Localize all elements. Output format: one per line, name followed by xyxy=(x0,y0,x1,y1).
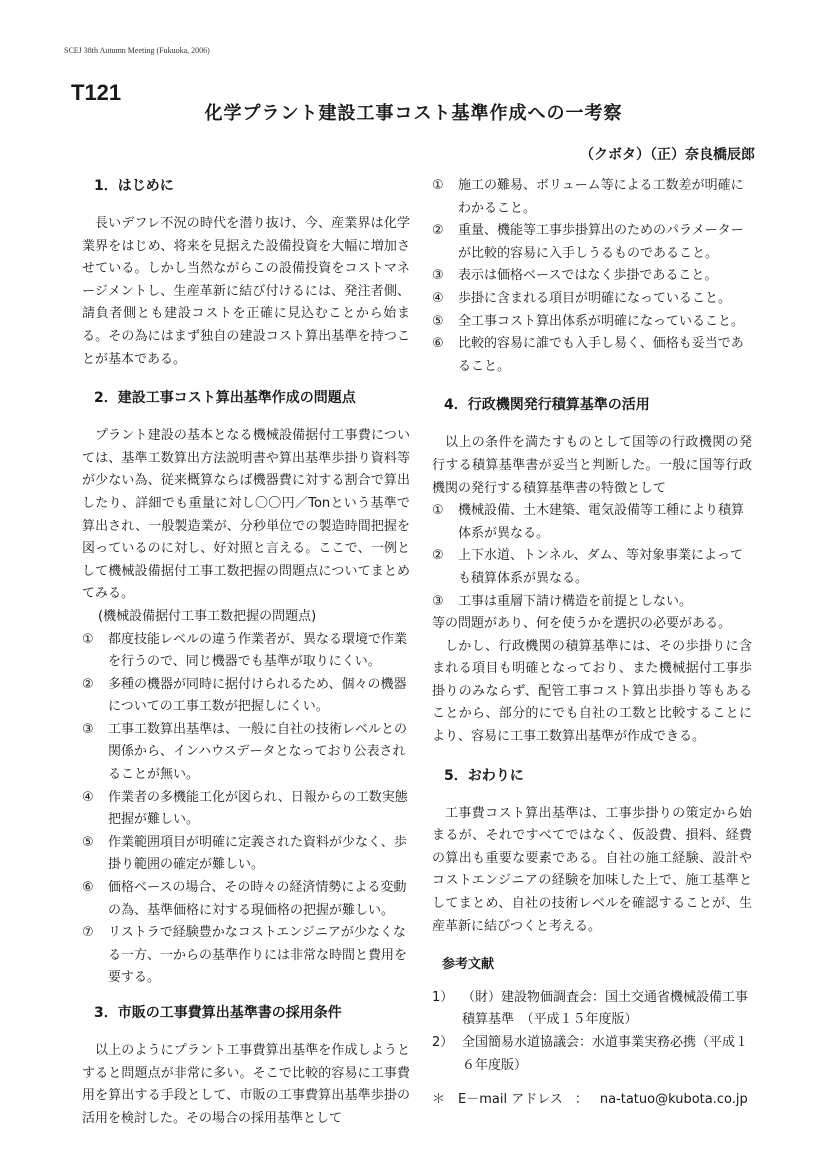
item-text: 作業者の多機能工化が図られ、日報からの工数実態把握が難しい。 xyxy=(108,789,408,828)
references-list xyxy=(432,987,752,1077)
list-item xyxy=(82,674,410,719)
item-text: 工事は重層下請け構造を前提としない。 xyxy=(458,593,693,609)
item-number: ④ xyxy=(82,789,94,805)
item-number: ⑥ xyxy=(432,336,444,352)
paper-title: 化学プラント建設工事コスト基準作成への一考察 xyxy=(204,103,623,124)
reference-item xyxy=(432,1032,752,1077)
item-number: ③ xyxy=(432,593,444,609)
item-number: ① xyxy=(82,631,94,647)
feature-list xyxy=(432,500,752,613)
list-item xyxy=(432,220,752,265)
item-number: ⑥ xyxy=(82,880,94,896)
list-item xyxy=(82,832,410,877)
item-text: 作業範囲項目が明確に定義された資料が少なく、歩掛り範囲の確定が難しい。 xyxy=(108,834,407,873)
item-text: 歩掛に含まれる項目が明確になっていること。 xyxy=(458,290,732,306)
item-number: ④ xyxy=(432,290,444,306)
item-text: 全工事コスト算出体系が明確になっていること。 xyxy=(458,313,745,329)
item-text: 比較的容易に誰でも入手し易く、価格も妥当であること。 xyxy=(458,336,744,374)
meeting-header: SCEJ 38th Autumn Meeting (Fukuoka, 2006) xyxy=(64,46,210,55)
reference-item xyxy=(432,987,752,1032)
asterisk-mark: ＊ xyxy=(432,1092,446,1108)
item-text: 多種の機器が同時に据付けられるため、個々の機器についての工事工数が把握しにくい。 xyxy=(108,676,407,715)
list-item xyxy=(432,591,752,614)
email-label: E－mail アドレス xyxy=(458,1092,563,1108)
section-5-heading: 5．おわりに xyxy=(444,767,524,784)
section-4-body: 以上の条件を満たすものとして国等の行政機関の発行する積算基準書が妥当と判断した。一般に国等行政機関の発行する積算基準書の特徴として xyxy=(432,435,752,496)
author-line: （クボタ）（正）奈良橋辰郎 xyxy=(580,147,755,163)
section-4-note: 等の問題があり、何を使うかを選択の必要がある。 xyxy=(432,616,732,632)
left-column xyxy=(82,175,410,1130)
list-item xyxy=(82,719,410,787)
adoption-criteria-list xyxy=(432,175,752,378)
reference-number: 1） xyxy=(432,989,454,1005)
reference-text: （財）建設物価調査会：国土交通省機械設備工事積算基準 （平成１５年度版） xyxy=(462,989,749,1028)
list-item xyxy=(82,787,410,832)
email-line xyxy=(432,1089,752,1112)
section-2-subheading: (機械設備据付工事工数把握の問題点) xyxy=(98,608,317,624)
item-number: ⑤ xyxy=(432,313,444,329)
section-4-body-2: しかし、行政機関の積算基準には、その歩掛りに含まれる項目も明確となっており、また機械据付工事歩掛りのみならず、配管工事コスト算出歩掛り等もあることから、部分的にでも自社の工数と比較することにより、容易に工事工数算出基準が作成できる。 xyxy=(432,638,752,745)
list-item xyxy=(432,175,752,220)
item-text: 都度技能レベルの違う作業者が、異なる環境で作業を行うので、同じ機器でも基準が取りにくい。 xyxy=(108,631,408,670)
item-text: 上下水道、トンネル、ダム、等対象事業によっても積算体系が異なる。 xyxy=(458,548,743,586)
abstract-code: T121 xyxy=(71,80,122,105)
item-number: ⑦ xyxy=(82,925,94,941)
reference-text: 全国簡易水道協議会：水道事業実務必携（平成１６年度版） xyxy=(462,1035,749,1073)
item-text: 価格ベースの場合、その時々の経済情勢による変動の為、基準価格に対する現価格の把握が難しい。 xyxy=(108,880,407,918)
item-number: ② xyxy=(432,223,444,239)
item-text: 表示は価格ベースではなく歩掛であること。 xyxy=(458,268,718,284)
item-number: ① xyxy=(432,503,444,519)
list-item xyxy=(432,265,752,288)
item-text: 施工の難易、ボリューム等による工数差が明確にわかること。 xyxy=(458,178,744,216)
list-item xyxy=(82,922,410,990)
list-item xyxy=(432,545,752,590)
section-1-body: 長いデフレ不況の時代を潜り抜け、今、産業界は化学業界をはじめ、将来を見据えた設備投資を大幅に増加させている。しかし当然ながらこの設備投資をコストマネージメントし、生産革新に結び付けるには、発注者側、請負者側とも建設コストを正確に見込むことから始まる。その為にはまず独自の建設コスト算出基準を持つことが基本である。 xyxy=(82,216,410,367)
item-number: ⑤ xyxy=(82,834,94,850)
item-number: ③ xyxy=(432,268,444,284)
references-heading: 参考文献 xyxy=(442,957,495,973)
section-2-heading: 2．建設工事コスト算出基準作成の問題点 xyxy=(94,390,356,407)
item-number: ① xyxy=(432,178,444,193)
list-item xyxy=(432,288,752,311)
email-colon: ： xyxy=(574,1092,588,1108)
section-1-heading: 1．はじめに xyxy=(94,178,174,194)
item-number: ② xyxy=(432,548,444,564)
item-text: 機械設備、土木建築、電気設備等工種により積算体系が異なる。 xyxy=(458,503,745,541)
section-4-heading: 4．行政機関発行積算基準の活用 xyxy=(444,397,650,414)
section-5-body: 工事費コスト算出基準は、工事歩掛りの策定から始まるが、それですべてではなく、仮設費、損料、経費の算出も重要な要素である。自社の施工経験、設計やコストエンジニアの経験を加味した上で、施工基準としてまとめ、自社の技術レベルを確認することが、生産革新に結びつくと考える。 xyxy=(432,805,752,934)
section-2-body: プラント建設の基本となる機械設備据付工事費については、基準工数算出方法説明書や算出基準歩掛り資料等が少ない為、従来概算ならば機器費に対する割合で算出したり、詳細でも重量に対し〇〇円／Tonという基準で算出され、一般製造業が、分秒単位での製造時間把握を図っているのに対し、好対照と言える。ここで、一例として機械設備据付工事工数把握の問題点についてまとめてみる。 xyxy=(82,428,410,602)
email-address: na-tatuo@kubota.co.jp xyxy=(599,1092,748,1108)
section-3-body: 以上のようにプラント工事費算出基準を作成しようとすると問題点が非常に多い。そこで比較的容易に工事費用を算出する手段として、市販の工事費算出基準歩掛の活用を検討した。その場合の採用基準として xyxy=(82,1043,410,1126)
reference-number: 2） xyxy=(432,1035,454,1050)
list-item xyxy=(432,500,752,545)
item-text: 重量、機能等工事歩掛算出のためのパラメーターが比較的容易に入手しうるものであること。 xyxy=(458,223,744,261)
list-item xyxy=(432,311,752,334)
list-item xyxy=(82,877,410,922)
section-3-heading: 3．市販の工事費算出基準書の採用条件 xyxy=(94,1005,342,1021)
item-number: ② xyxy=(82,676,94,692)
item-text: リストラで経験豊かなコストエンジニアが少なくなる一方、一からの基準作りには非常な時間と費用を要する。 xyxy=(108,925,408,986)
item-text: 工事工数算出基準は、一般に自社の技術レベルとの関係から、インハウスデータとなっており公表されることが無い。 xyxy=(108,721,408,783)
problem-list xyxy=(82,629,410,991)
list-item xyxy=(82,629,410,674)
right-column xyxy=(432,175,752,1112)
item-number: ③ xyxy=(82,721,94,737)
list-item xyxy=(432,333,752,378)
